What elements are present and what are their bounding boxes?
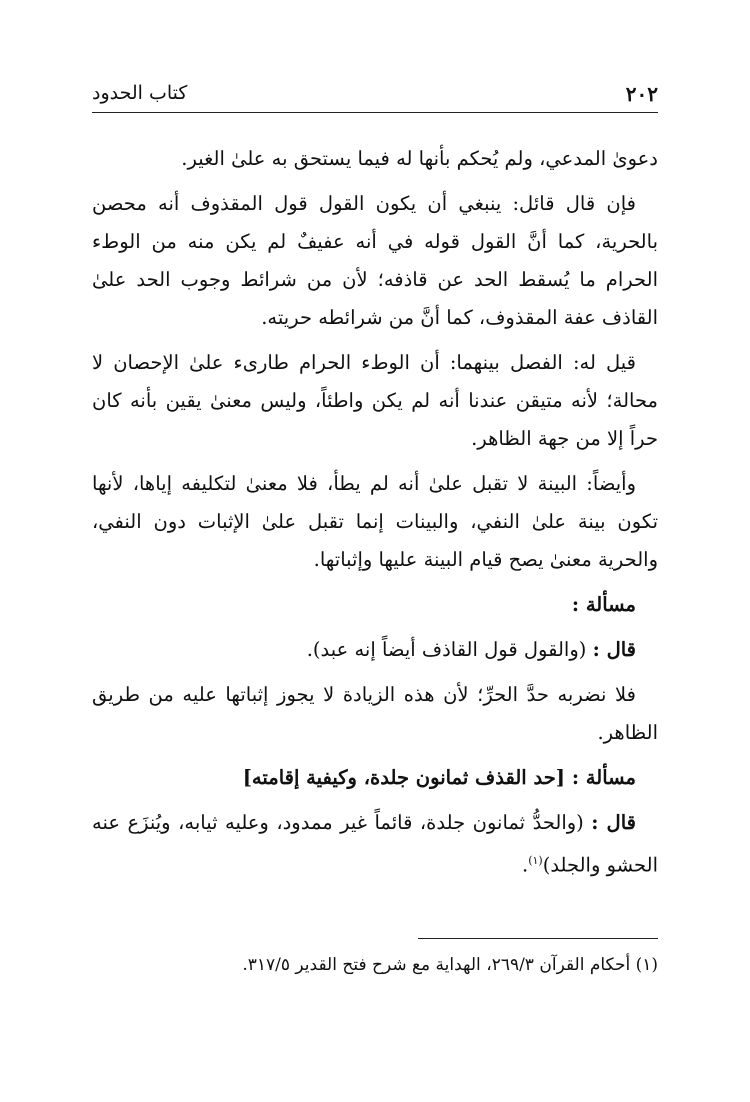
qal-label-2: قال : — [591, 811, 636, 834]
qal-text-2: (والحدُّ ثمانون جلدة، قائماً غير ممدود، وعليه ثيابه، ويُنزَع عنه الحشو والجلد) — [92, 811, 658, 877]
paragraph-1: دعوىٰ المدعي، ولم يُحكم بأنها له فيما يستحق به علىٰ الغير. — [181, 147, 658, 170]
footnote-ref-1[interactable]: (١) — [528, 854, 543, 867]
qal-end-2: . — [522, 853, 529, 877]
footnote-1: (١) أحكام القرآن ٢٦٩/٣، الهداية مع شرح فتح القدير ٣١٧/٥. — [242, 955, 658, 975]
book-title: كتاب الحدود — [92, 82, 188, 104]
qal-paragraph-1 — [92, 631, 658, 669]
main-text — [92, 140, 658, 892]
qal-label-1: قال : — [592, 638, 636, 661]
paragraph-5: فلا نضربه حدَّ الحرِّ؛ لأن هذه الزيادة لا يجوز إثباتها عليه من طريق الظاهر. — [92, 683, 658, 744]
paragraph-2: فإن قال قائل: ينبغي أن يكون القول قول المقذوف أنه محصن بالحرية، كما أنَّ القول قوله في أنه عفيفٌ لم يكن منه من الوطء الحرام ما يُسقط الحد عن قاذفه؛ لأن من شرائط وجوب الحد علىٰ القاذف عفة المقذوف، كما أنَّ من شرائطه حريته. — [92, 192, 658, 329]
footnote-divider — [418, 938, 658, 939]
paragraph-4: وأيضاً: البينة لا تقبل علىٰ أنه لم يطأ، فلا معنىٰ لتكليفه إياها، لأنها تكون بينة علىٰ النفي، والبينات إنما تقبل علىٰ الإثبات دون النفي، والحرية معنىٰ يصح قيام البينة عليها وإثباتها. — [92, 472, 658, 571]
qal-paragraph-2 — [92, 804, 658, 885]
qal-text-1: (والقول قول القاذف أيضاً إنه عبد). — [306, 638, 593, 661]
masala-heading-2: مسألة : [حد القذف ثمانون جلدة، وكيفية إقامته] — [242, 766, 636, 789]
paragraph-3: قيل له: الفصل بينهما: أن الوطء الحرام طارىء علىٰ الإحصان لا محالة؛ لأنه متيقن عندنا أنه لم يكن واطئاً، وليس معنىٰ يقين بأنه كان حراً إلا من جهة الظاهر. — [92, 351, 658, 450]
running-header — [92, 80, 658, 113]
masala-heading-1: مسألة : — [571, 593, 636, 616]
page-number: ٢٠٢ — [625, 82, 658, 106]
